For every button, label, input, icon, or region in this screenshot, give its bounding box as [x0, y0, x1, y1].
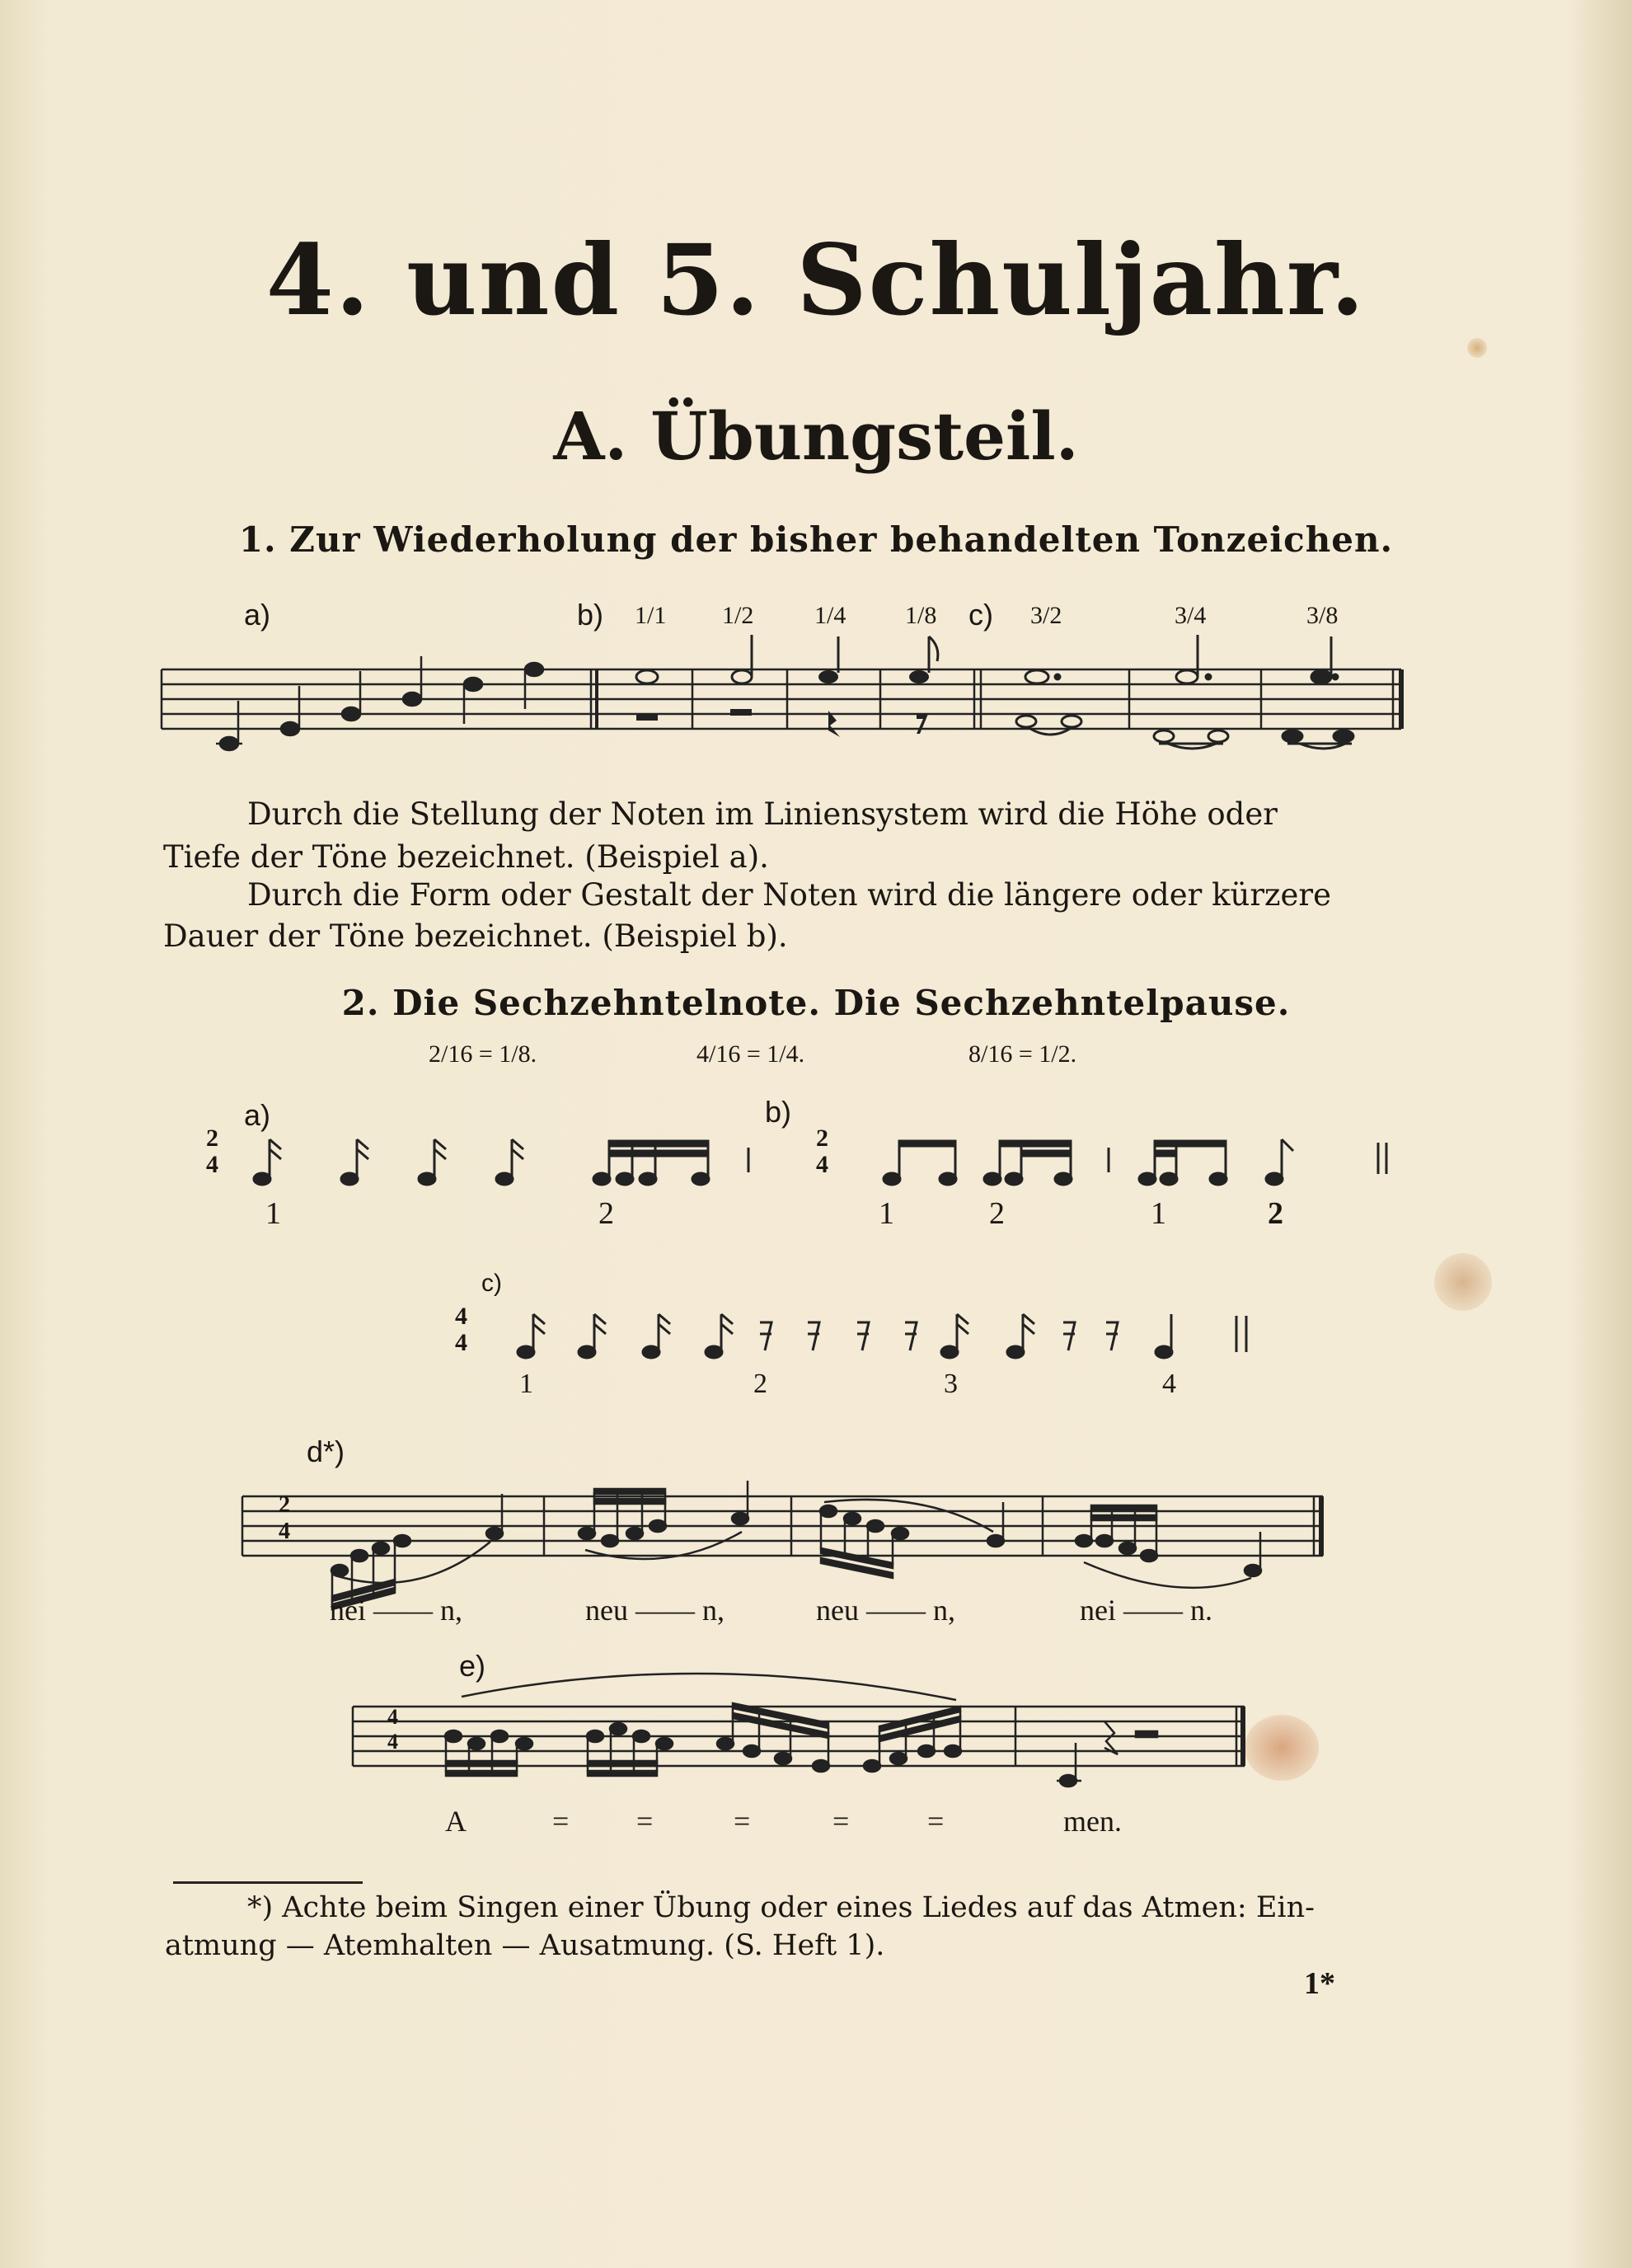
fraction-label: 1/1: [635, 602, 667, 629]
count-number: 3: [944, 1369, 958, 1399]
count-number: 1: [1151, 1196, 1166, 1231]
time-signature-top: 2: [279, 1492, 290, 1518]
page-title: 4. und 5. Schuljahr.: [265, 223, 1367, 337]
signature-mark: 1*: [1304, 1966, 1335, 2001]
footnote-line-2: atmung — Atemhalten — Ausatmung. (S. Heft 1).: [165, 1929, 885, 1962]
example-label-b: b): [577, 598, 604, 632]
lyric-syllable: =: [636, 1805, 654, 1838]
time-signature-top: 4: [455, 1303, 467, 1330]
time-signature-bottom: 4: [387, 1730, 398, 1754]
count-number: 2: [753, 1369, 767, 1399]
count-number: 1: [879, 1196, 894, 1231]
footnote-rule: [173, 1881, 363, 1884]
time-signature-bottom: 4: [455, 1329, 467, 1356]
count-number: 2: [989, 1196, 1005, 1231]
fraction-equation: 8/16 = 1/2.: [968, 1040, 1077, 1068]
paragraph-1-line-2: Tiefe der Töne bezeichnet. (Beispiel a).: [163, 839, 769, 875]
lyric-syllable: neu —— n,: [816, 1594, 955, 1627]
fraction-label: 3/4: [1175, 602, 1207, 629]
lyric-syllable: A: [445, 1805, 467, 1838]
fraction-equation: 4/16 = 1/4.: [696, 1040, 805, 1068]
paragraph-1-line-1: Durch die Stellung der Noten im Liniensystem wird die Höhe oder: [247, 796, 1278, 832]
lyric-syllable: neu —— n,: [585, 1594, 725, 1627]
example-label-a: a): [244, 1098, 271, 1132]
count-number: 2: [1268, 1196, 1283, 1231]
lyric-syllable: nei —— n,: [330, 1594, 462, 1627]
fraction-label: 3/8: [1306, 602, 1339, 629]
lyric-syllable: =: [734, 1805, 751, 1838]
fraction-equation: 2/16 = 1/8.: [429, 1040, 537, 1068]
time-signature-bottom: 4: [206, 1151, 218, 1178]
count-number: 1: [265, 1196, 281, 1231]
fraction-label: 1/8: [905, 602, 937, 629]
count-number: 4: [1162, 1369, 1176, 1399]
paragraph-2-line-2: Dauer der Töne bezeichnet. (Beispiel b).: [163, 918, 788, 954]
lyric-syllable: men.: [1063, 1805, 1122, 1838]
time-signature-top: 4: [387, 1705, 398, 1729]
example-label-a: a): [244, 598, 271, 632]
time-signature-top: 2: [206, 1125, 218, 1152]
count-number: 2: [598, 1196, 614, 1231]
fraction-label: 3/2: [1030, 602, 1062, 629]
lyric-syllable: =: [832, 1805, 850, 1838]
example-label-c: c): [968, 598, 993, 632]
section-1-heading: 1. Zur Wiederholung der bisher behandelten Tonzeichen.: [238, 519, 1394, 560]
time-signature-bottom: 4: [279, 1519, 290, 1544]
example-label-c: c): [481, 1270, 502, 1297]
example-label-e: e): [459, 1649, 486, 1683]
example-label-b: b): [765, 1095, 792, 1129]
fraction-label: 1/2: [722, 602, 754, 629]
footnote-line-1: *) Achte beim Singen einer Übung oder eines Liedes auf das Atmen: Ein-: [247, 1891, 1315, 1924]
lyric-syllable: nei —— n.: [1080, 1594, 1212, 1627]
example-label-d: d*): [307, 1435, 345, 1468]
count-number: 1: [519, 1369, 533, 1399]
fraction-label: 1/4: [814, 602, 846, 629]
paragraph-2-line-1: Durch die Form oder Gestalt der Noten wird die längere oder kürzere: [247, 877, 1331, 913]
time-signature-top: 2: [816, 1125, 828, 1152]
section-2-heading: 2. Die Sechzehntelnote. Die Sechzehntelpause.: [341, 983, 1291, 1023]
lyric-syllable: =: [927, 1805, 945, 1838]
part-title: A. Übungsteil.: [553, 397, 1079, 475]
lyric-syllable: =: [552, 1805, 570, 1838]
time-signature-bottom: 4: [816, 1151, 828, 1178]
